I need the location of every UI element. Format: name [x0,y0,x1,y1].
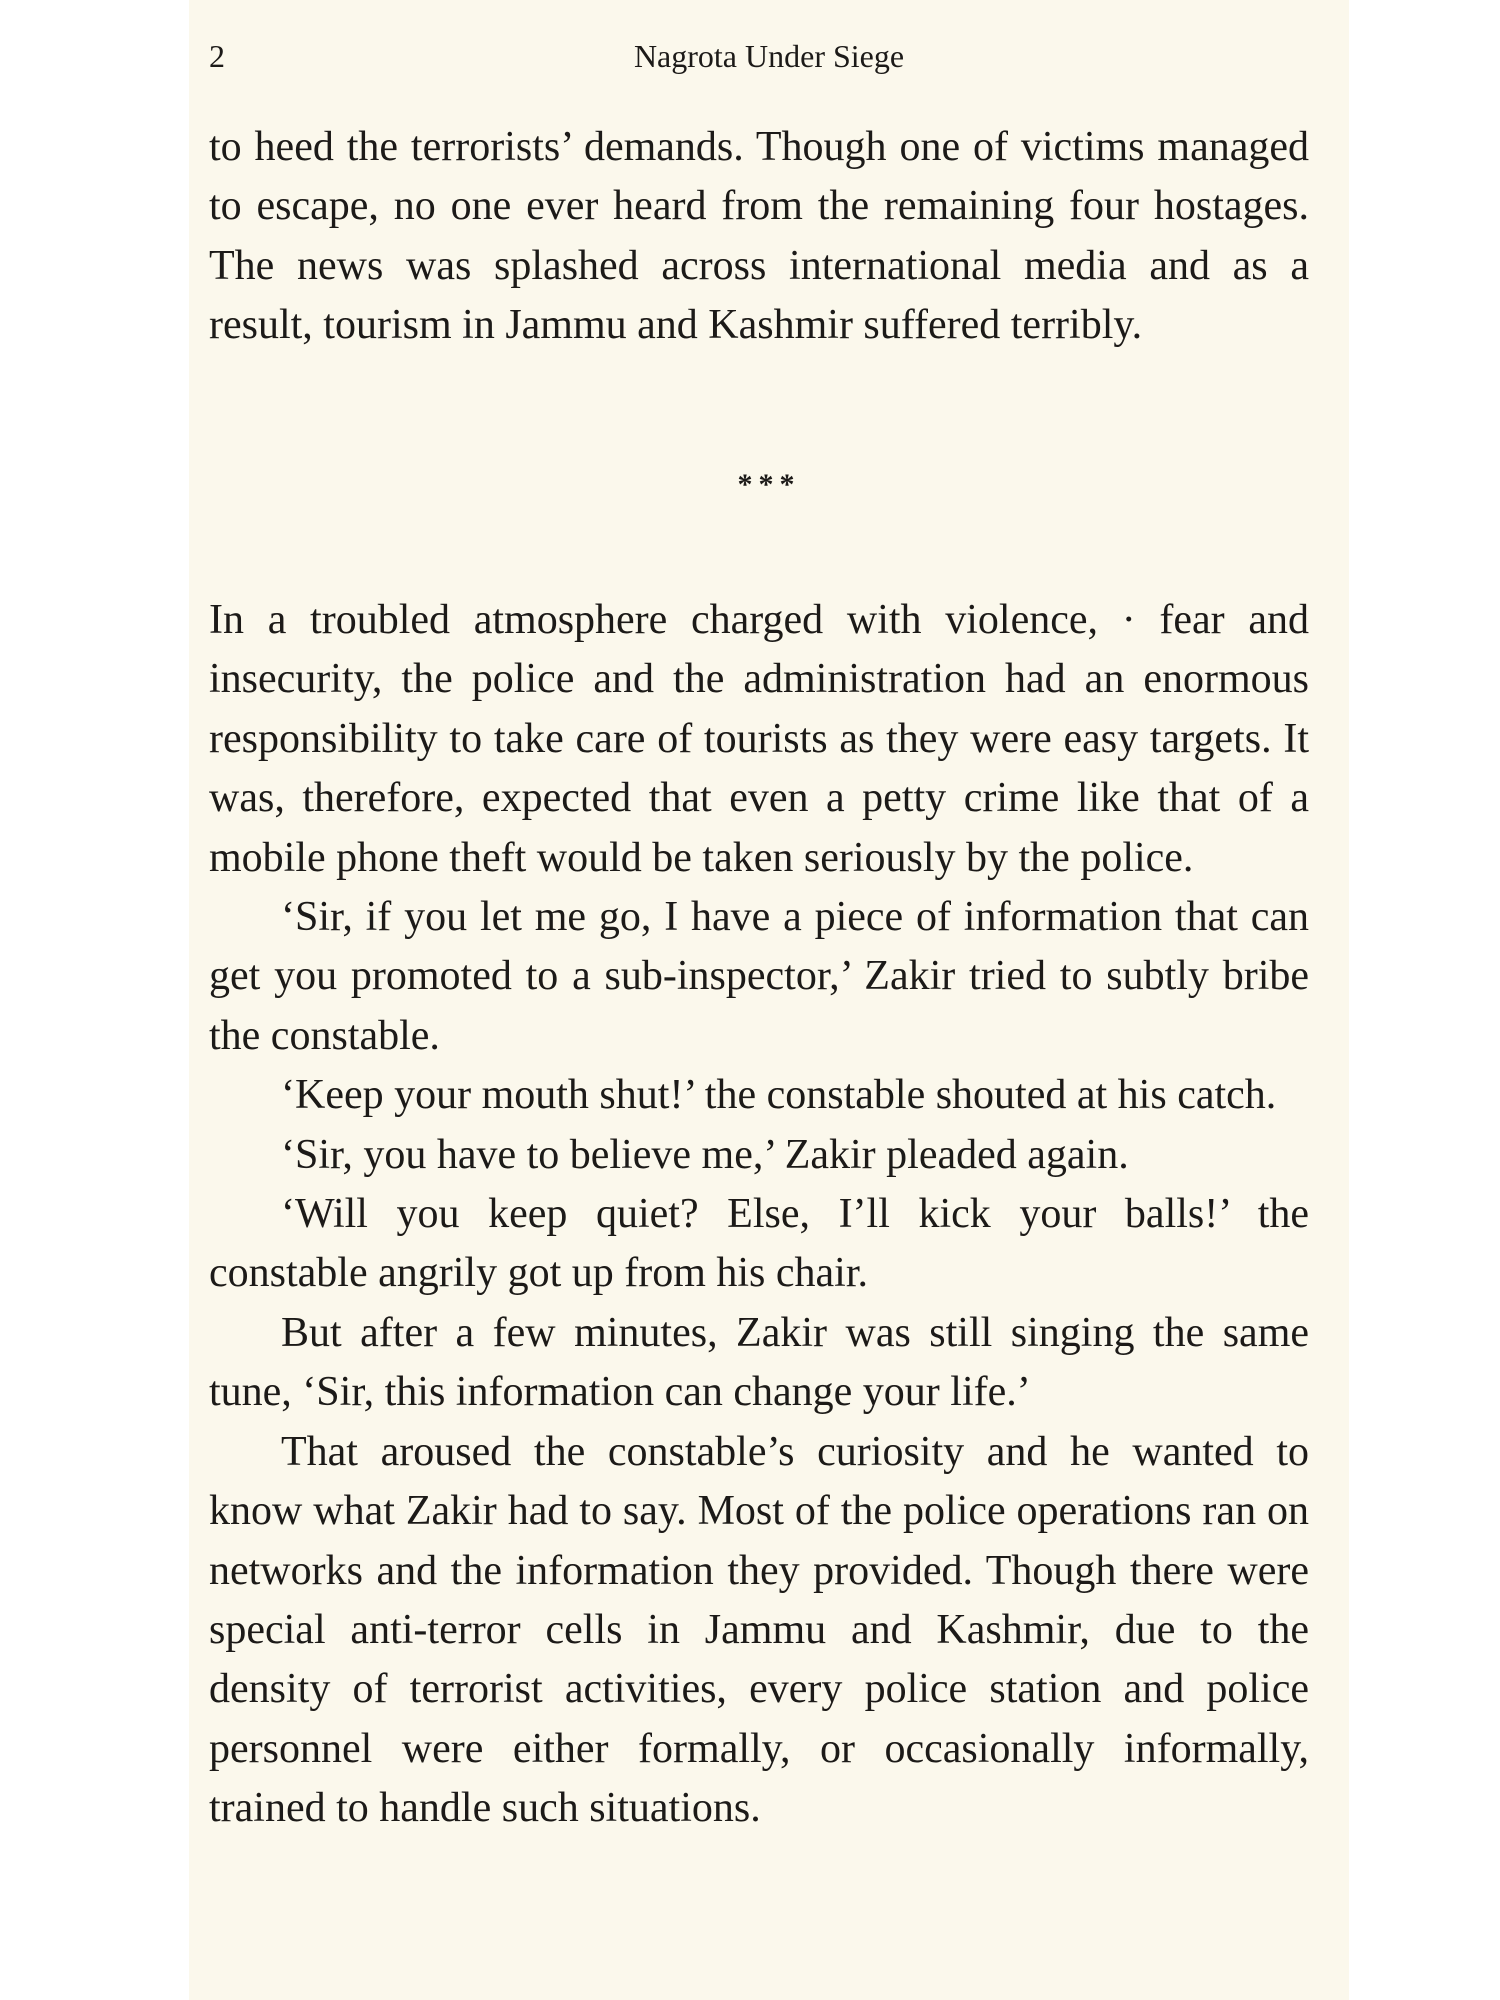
running-header [189,30,1349,80]
text-block-top [209,118,1309,356]
paragraph-opening: In a troubled atmosphere charged with violence, · fear and insecurity, the police and the administration had an enormous responsibility to take care of tourists as they were easy targets. It was, therefore, expected that even a petty crime like that of a mobile phone theft would be taken seriously by the police. [209,597,1309,881]
paragraph: ‘Sir, you have to believe me,’ Zakir pleaded again. [281,1131,1129,1178]
page-number: 2 [209,38,225,74]
text-block-main [209,591,1309,1839]
paragraph: That aroused the constable’s curiosity and he wanted to know what Zakir had to say. Most of the police operations ran on networks and the information they provided. Though there were special anti-terror cells in Jammu and Kashmir, due to the density of terrorist activities, every police station and police personnel were either formally, or occasionally informally, trained to handle such situations. [209,1428,1309,1832]
paragraph: But after a few minutes, Zakir was still singing the same tune, ‘Sir, this information can change your life.’ [209,1309,1309,1416]
paragraph: ‘Sir, if you let me go, I have a piece of information that can get you promoted to a sub-inspector,’ Zakir tried to subtly bribe the constable. [209,894,1309,1059]
paragraph-continued: to heed the terrorists’ demands. Though one of victims managed to escape, no one ever heard from the remaining four hostages. The news was splashed across international media and as a result, tourism in Jammu and Kashmir suffered terribly. [209,124,1309,349]
book-page [189,0,1349,2000]
running-title: Nagrota Under Siege [633,38,905,74]
section-break: *** [737,468,801,501]
paragraph: ‘Keep your mouth shut!’ the constable shouted at his catch. [281,1072,1277,1119]
paragraph: ‘Will you keep quiet? Else, I’ll kick your balls!’ the constable angrily got up from his chair. [209,1191,1309,1297]
